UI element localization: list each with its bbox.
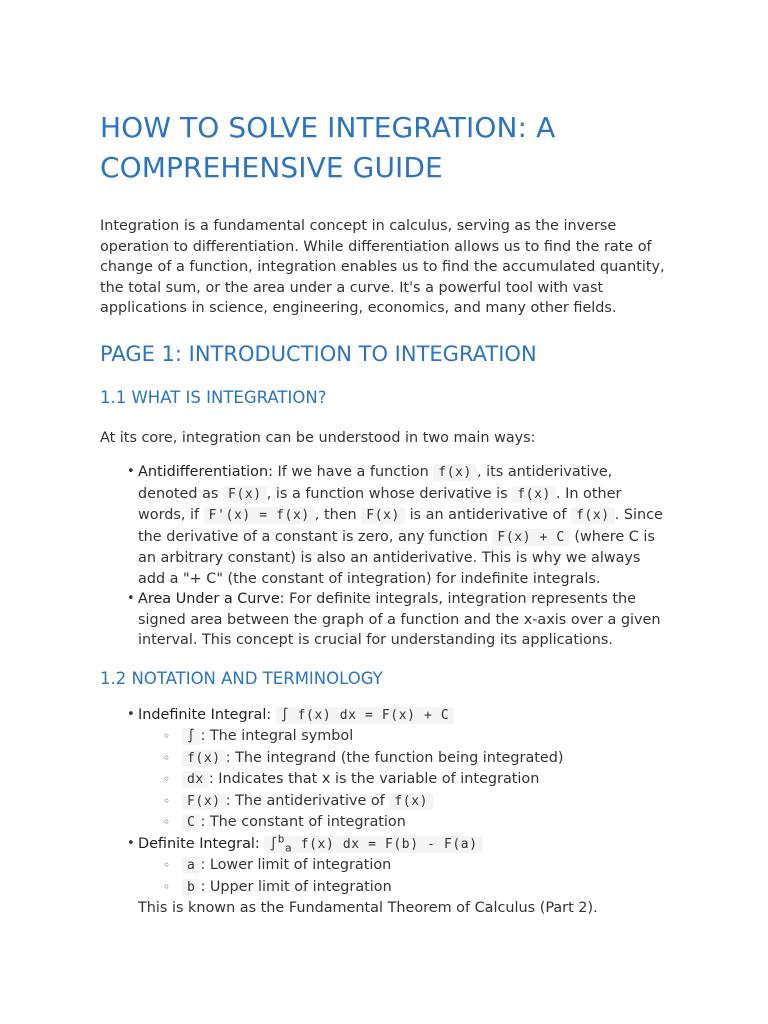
inline-code: F(x) — [223, 486, 267, 503]
inline-code: F(x) — [361, 507, 405, 524]
term-label: Area Under a Curve: — [138, 591, 285, 607]
lower-limit: a — [285, 841, 293, 855]
list-item-area-under-curve — [99, 589, 668, 651]
inline-code: F'(x) = f(x) — [204, 507, 315, 524]
list-item — [99, 726, 668, 748]
indefinite-terms-list — [138, 726, 668, 834]
formula-code: ∫ f(x) dx = F(x) + C — [276, 707, 455, 724]
section-1-2-heading: 1.2 NOTATION AND TERMINOLOGY — [100, 668, 383, 688]
inline-code: a — [182, 857, 200, 874]
list-item-indefinite-integral — [99, 705, 668, 834]
inline-code: F(x) + C — [492, 529, 569, 546]
list-item — [99, 877, 668, 899]
section-1-1-lead: At its core, integration can be understood in two main ways: — [100, 429, 536, 446]
body-text: : The constant of integration — [200, 814, 406, 830]
body-text: For definite integrals, integration represents the signed area between the graph of a function and the x-axis over a given interval. This concept is crucial for understanding its applications. — [138, 591, 661, 648]
list-item — [99, 812, 668, 834]
body-text: , its antiderivative, denoted as — [138, 464, 613, 502]
document-title: HOW TO SOLVE INTEGRATION: A COMPREHENSIVE GUIDE — [100, 111, 556, 184]
inline-code: b — [182, 879, 200, 896]
inline-code: ∫ — [182, 728, 200, 745]
term-label: Definite Integral: — [138, 835, 260, 852]
body-text: . Since the derivative of a constant is zero, any function — [138, 507, 663, 545]
inline-code: f(x) — [433, 464, 477, 481]
integral-symbol: ∫ — [269, 836, 278, 852]
notation-list — [100, 705, 668, 899]
body-text: is an antiderivative of — [409, 507, 567, 523]
integration-ways-list — [100, 462, 668, 651]
body-text: : The antiderivative of — [225, 792, 385, 809]
list-item-definite-integral — [99, 834, 668, 899]
term-label: Antidifferentiation: — [138, 464, 273, 480]
intro-paragraph: Integration is a fundamental concept in calculus, serving as the inverse operation to differentiation. While differentiation allows us to find the rate of change of a function, integration enables us to find the accumulated quantity, the total sum, or the area under a curve. It's a powerful tool with vast applications in science, engineering, economics, and many other fields. — [100, 218, 665, 316]
upper-limit: b — [277, 832, 286, 846]
list-item — [99, 791, 668, 813]
list-item — [99, 748, 668, 770]
body-text: : The integral symbol — [200, 728, 354, 744]
inline-code: f(x) — [571, 507, 615, 524]
inline-code: F(x) — [182, 793, 226, 810]
list-item-antidifferentiation — [99, 462, 668, 589]
body-text: : Indicates that x is the variable of integration — [208, 771, 540, 787]
definite-terms-list — [138, 855, 668, 898]
list-item — [99, 855, 668, 877]
body-text: . In other words, if — [138, 485, 622, 523]
ftc-note: This is known as the Fundamental Theorem of Calculus (Part 2). — [138, 900, 598, 916]
formula-code — [264, 832, 482, 855]
body-text: : The integrand (the function being integrated) — [225, 749, 564, 766]
page1-heading: PAGE 1: INTRODUCTION TO INTEGRATION — [100, 341, 537, 366]
list-item — [99, 769, 668, 791]
body-text: (where C is an arbitrary constant) is also an antiderivative. This is why we always add a "+ C" (the constant of integration) for indefinite integrals. — [138, 528, 655, 587]
body-text: If we have a function — [277, 464, 429, 480]
body-text: , then — [314, 507, 357, 523]
inline-code: C — [182, 814, 200, 831]
inline-code: f(x) — [389, 793, 433, 810]
inline-code: f(x) — [512, 486, 556, 503]
inline-code: f(x) — [182, 750, 226, 767]
body-text: : Upper limit of integration — [200, 878, 392, 895]
formula-text: f(x) dx = F(b) - F(a) — [300, 836, 478, 852]
term-label: Indefinite Integral: — [138, 706, 272, 723]
body-text: , is a function whose derivative is — [266, 485, 508, 502]
body-text: : Lower limit of integration — [200, 857, 392, 873]
inline-code: dx — [182, 771, 209, 788]
section-1-1-heading: 1.1 WHAT IS INTEGRATION? — [100, 387, 327, 407]
